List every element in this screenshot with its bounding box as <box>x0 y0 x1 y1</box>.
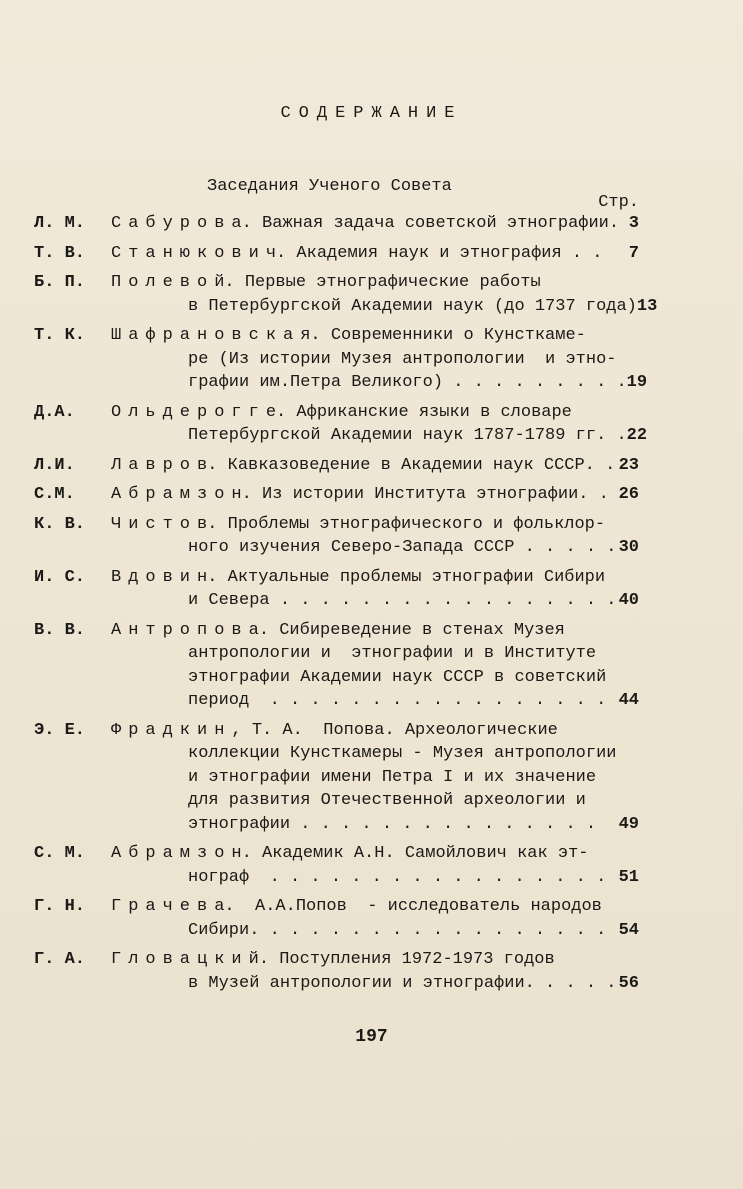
entry-title-text: а. Сибиреведение в стенах Музея <box>248 620 565 640</box>
entry-body <box>111 401 647 448</box>
entry-line <box>111 719 639 743</box>
entry-line <box>111 948 639 972</box>
entry-text <box>111 324 586 348</box>
toc-entry <box>34 483 639 507</box>
author-surname: Станюкови <box>111 243 266 263</box>
line-filler <box>616 742 639 766</box>
entry-line <box>111 348 647 372</box>
entry-body <box>111 483 639 507</box>
entry-page-number: 40 <box>618 591 639 610</box>
entry-text <box>111 719 558 743</box>
section-title: Заседания Ученого Совета <box>207 177 452 196</box>
entry-text <box>111 842 588 866</box>
line-filler <box>586 789 639 813</box>
line-filler <box>605 513 639 537</box>
entry-line <box>111 766 639 790</box>
line-filler <box>555 948 639 972</box>
entry-text <box>111 895 602 919</box>
entry-title-text: и Севера . . . . . . . . . . . . . . . . . <box>188 591 617 610</box>
toc-entry <box>34 842 639 889</box>
entry-body <box>111 242 639 266</box>
entry-page-number: 30 <box>618 538 639 557</box>
entry-text <box>188 371 627 395</box>
entry-text <box>188 972 616 996</box>
entry-body <box>111 948 639 995</box>
entry-text <box>188 666 606 690</box>
entry-line <box>111 324 647 348</box>
entry-text <box>188 742 616 766</box>
line-filler <box>602 242 628 266</box>
entry-title-text: в Петербургской Академии наук (до 1737 года) <box>188 296 637 316</box>
toc-entry <box>34 948 639 995</box>
entry-line <box>111 689 639 713</box>
entry-page-number: 19 <box>626 373 648 392</box>
entry-title-text: н. Академик А.Н. Самойлович как эт- <box>231 844 589 863</box>
entry-title-text: а. Важная задача советской этнографии. <box>231 214 620 233</box>
entry-page-number: 51 <box>618 867 639 887</box>
entry-line <box>111 866 639 890</box>
line-filler <box>606 666 639 690</box>
toc-entry <box>34 401 648 448</box>
entry-text <box>111 483 609 507</box>
author-surname: Гловацки <box>111 950 249 969</box>
entry-line <box>111 619 639 643</box>
author-initials: Г. Н. <box>34 897 86 916</box>
entry-line <box>111 401 647 425</box>
entry-title-text: нограф . . . . . . . . . . . . . . . . . <box>188 867 607 887</box>
toc-entry <box>34 212 639 236</box>
author-initials: С.М. <box>34 485 75 504</box>
author-surname: Вдови <box>111 567 198 587</box>
entry-text <box>188 642 596 666</box>
entry-page-number: 23 <box>618 455 639 475</box>
entry-text <box>111 212 619 236</box>
author-surname: Ольдерогг <box>111 402 266 422</box>
entry-page-number: 54 <box>618 920 639 940</box>
author-initials: Б. П. <box>34 273 86 292</box>
entry-line <box>111 895 639 919</box>
author-initials: Л. М. <box>34 214 86 233</box>
entry-title-text: период . . . . . . . . . . . . . . . . . <box>188 691 607 710</box>
entry-title-text: антропологии и этнографии и в Институте <box>188 644 597 663</box>
line-filler <box>609 483 619 507</box>
entry-title-text: для развития Отечественной археологии и <box>188 791 586 810</box>
line-filler <box>565 619 639 643</box>
entry-text <box>188 536 616 560</box>
author-surname: Полево <box>111 273 215 292</box>
line-filler <box>605 566 639 590</box>
entry-page-number: 26 <box>618 485 639 504</box>
author-initials: Э. Е. <box>34 720 86 740</box>
entry-title-text: , Т. А. Попова. Археологические <box>231 720 558 740</box>
line-filler <box>596 766 639 790</box>
entry-line <box>111 536 639 560</box>
author-surname: Грачев <box>111 897 215 916</box>
toc-entry <box>34 513 639 560</box>
entry-title-text: этнографии Академии наук СССР в советский <box>188 667 607 687</box>
entry-line <box>111 813 639 837</box>
entry-body <box>111 842 639 889</box>
entry-line <box>111 842 639 866</box>
entry-title-text: в. Кавказоведение в Академии наук СССР. . <box>197 455 616 475</box>
entry-line <box>111 642 639 666</box>
author-surname: Абрамзо <box>111 485 232 504</box>
entry-text <box>188 424 627 448</box>
entry-body <box>111 566 639 613</box>
entry-line <box>111 242 639 266</box>
entry-text <box>111 513 605 537</box>
author-surname: Фрадкин <box>111 720 232 740</box>
entry-text <box>111 401 572 425</box>
entry-title-text: й. Первые этнографические работы <box>214 273 541 292</box>
line-filler <box>541 271 658 295</box>
entry-line <box>111 371 647 395</box>
entry-text <box>188 789 586 813</box>
entry-text <box>188 813 596 837</box>
author-initials: Г. А. <box>34 950 86 969</box>
entry-body <box>111 719 639 837</box>
entry-body <box>111 271 657 318</box>
entry-line <box>111 454 639 478</box>
entry-line <box>111 212 639 236</box>
line-filler <box>558 719 639 743</box>
line-filler <box>606 866 618 890</box>
entry-text <box>188 348 616 372</box>
author-initials: Д.А. <box>34 402 75 422</box>
entry-title-text: этнографии . . . . . . . . . . . . . . . <box>188 814 597 834</box>
toc-entry <box>34 324 648 395</box>
entry-title-text: я. Современники о Кунсткаме- <box>300 326 586 345</box>
entry-line <box>111 666 639 690</box>
entry-text <box>188 766 596 790</box>
author-initials: Л.И. <box>34 455 75 475</box>
entry-line <box>111 589 639 613</box>
entry-text <box>111 242 602 266</box>
entry-line <box>111 424 647 448</box>
line-filler <box>606 919 618 943</box>
author-surname: Абрамзо <box>111 844 232 863</box>
toc-entry <box>34 454 639 478</box>
line-filler <box>616 348 647 372</box>
entry-title-text: й. Поступления 1972-1973 годов <box>248 950 555 969</box>
entry-body <box>111 513 639 560</box>
entry-title-text: ч. Академия наук и этнография . . <box>265 243 603 263</box>
entry-line <box>111 919 639 943</box>
toc-entry <box>34 895 639 942</box>
entry-title-text: ного изучения Северо-Запада СССР . . . . . <box>188 538 617 557</box>
author-initials: Т. В. <box>34 243 86 263</box>
entry-page-number: 49 <box>618 814 639 834</box>
line-filler <box>619 212 629 236</box>
entry-line <box>111 789 639 813</box>
line-filler <box>588 842 639 866</box>
entry-title-text: коллекции Кунсткамеры - Музея антропологии <box>188 744 617 763</box>
entry-body <box>111 454 639 478</box>
entry-title-text: Сибири. . . . . . . . . . . . . . . . . . <box>188 920 607 940</box>
entry-title-text: Петербургской Академии наук 1787-1789 гг. . <box>188 426 627 445</box>
page-column-label: Стр. <box>598 193 639 212</box>
entry-page-number: 13 <box>636 296 658 316</box>
author-initials: С. М. <box>34 844 86 863</box>
entry-page-number: 22 <box>626 426 648 445</box>
toc-entry <box>34 619 639 713</box>
entry-text <box>188 295 637 319</box>
entry-text <box>188 589 616 613</box>
entry-text <box>111 566 605 590</box>
entry-title-text: а. А.А.Попов - исследователь народов <box>214 897 602 916</box>
toc-list <box>34 212 658 995</box>
entry-title-text: н. Актуальные проблемы этнографии Сибири <box>197 567 606 587</box>
entry-title-text: е. Африканские языки в словаре <box>265 402 572 422</box>
page-number: 197 <box>355 1027 388 1047</box>
author-surname: Лавро <box>111 455 198 475</box>
entry-line <box>111 295 657 319</box>
line-filler <box>596 642 639 666</box>
line-filler <box>606 689 618 713</box>
entry-text <box>188 866 606 890</box>
entry-title-text: и этнографии имени Петра I и их значение <box>188 767 597 787</box>
page-title: СОДЕРЖАНИЕ <box>280 104 463 123</box>
author-surname: Антропов <box>111 620 249 640</box>
entry-title-text: ре (Из истории Музея антропологии и этно- <box>188 349 617 369</box>
entry-body <box>111 324 647 395</box>
line-filler <box>596 813 619 837</box>
entry-line <box>111 742 639 766</box>
author-initials: И. С. <box>34 567 86 587</box>
line-filler <box>572 401 647 425</box>
entry-line <box>111 271 657 295</box>
entry-text <box>188 689 606 713</box>
toc-entry <box>34 566 639 613</box>
toc-entry <box>34 719 639 837</box>
line-filler <box>586 324 647 348</box>
entry-text <box>111 454 615 478</box>
entry-line <box>111 513 639 537</box>
author-surname: Чисто <box>111 514 198 534</box>
entry-line <box>111 972 639 996</box>
entry-body <box>111 212 639 236</box>
entry-text <box>111 948 555 972</box>
entry-title-text: в Музей антропологии и этнографии. . . . . <box>188 973 617 993</box>
line-filler <box>602 895 639 919</box>
author-initials: К. В. <box>34 514 86 534</box>
author-surname: Шафрановска <box>111 326 301 345</box>
entry-line <box>111 566 639 590</box>
entry-page-number: 3 <box>628 214 639 233</box>
entry-body <box>111 619 639 713</box>
entry-title-text: в. Проблемы этнографического и фольклор- <box>197 514 606 534</box>
author-initials: Т. К. <box>34 326 86 345</box>
entry-line <box>111 483 639 507</box>
entry-page-number: 44 <box>618 691 639 710</box>
entry-title-text: н. Из истории Института этнографии. . <box>231 485 609 504</box>
entry-page-number: 7 <box>628 243 639 263</box>
entry-text <box>111 619 565 643</box>
entry-page-number: 56 <box>618 973 639 993</box>
toc-entry <box>34 242 639 266</box>
author-initials: В. В. <box>34 620 86 640</box>
entry-body <box>111 895 639 942</box>
entry-text <box>111 271 541 295</box>
entry-text <box>188 919 606 943</box>
toc-entry <box>34 271 658 318</box>
author-surname: Сабуров <box>111 214 232 233</box>
entry-title-text: графии им.Петра Великого) . . . . . . . . . <box>188 373 627 392</box>
